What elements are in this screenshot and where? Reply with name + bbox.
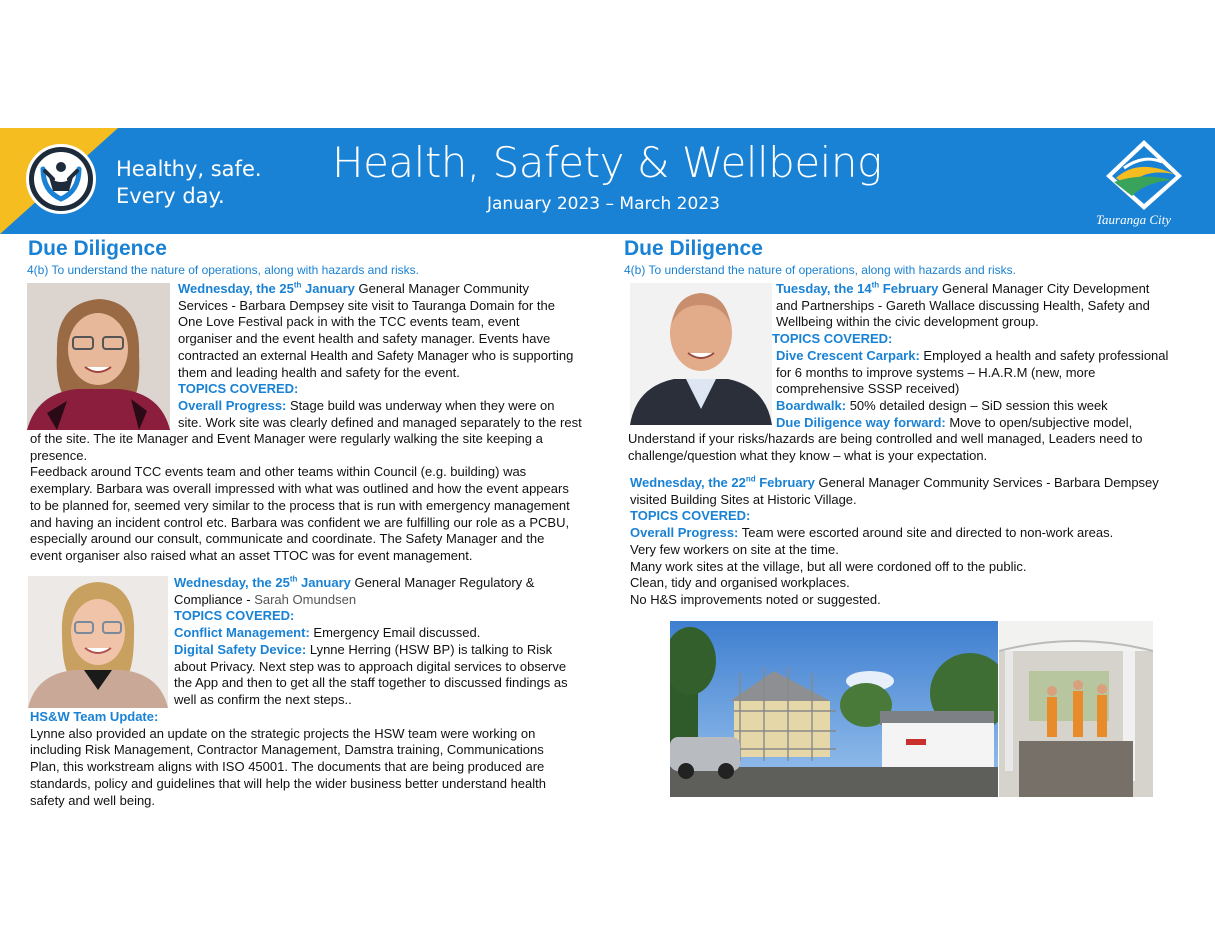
- overall-progress-label: Overall Progress:: [178, 397, 287, 413]
- text-line: contracted an external Health and Safety Manager who is supporting: [178, 347, 574, 363]
- text-line: presence.: [30, 447, 88, 463]
- left-visit-1: [178, 281, 582, 431]
- text-line: safety and well being.: [30, 792, 156, 808]
- text-line: site. Work site was clearly defined and managed separately to the rest: [178, 414, 582, 430]
- date-suffix: th: [871, 280, 880, 290]
- portrait-photo-barbara: [27, 283, 170, 430]
- text-line: visited Building Sites at Historic Village.: [630, 491, 857, 507]
- text-line: well as confirm the next steps..: [174, 691, 352, 707]
- portrait-photo-sarah: [28, 576, 168, 708]
- text-line: Understand if your risks/hazards are being controlled and well managed, Leaders need to: [628, 431, 1143, 446]
- report-period: January 2023 – March 2023: [487, 194, 720, 214]
- left-visit-2-second-line: [174, 592, 568, 609]
- left-visit-2-date: [174, 575, 351, 590]
- overall-progress-text: Team were escorted around site and directed to non-work areas.: [738, 525, 1114, 541]
- way-forward-text: Move to open/subjective model,: [945, 414, 1133, 430]
- text-line: Plan, this workstream aligns with ISO 45001. The documents that are being produced are: [30, 759, 545, 775]
- text-line: One Love Festival pack in with the TCC events team, event: [178, 314, 520, 330]
- topics-covered-label: TOPICS COVERED:: [178, 381, 299, 397]
- right-visit-2-date: [630, 475, 815, 490]
- text-line: to be planned for, seemed very similar to the process that is run with emergency management: [30, 497, 570, 513]
- text-line: especially around our consult, communicate and coordinate. The Safety Manager and the: [30, 531, 545, 547]
- text-line: organiser and the event health and safety manager. Events have: [178, 331, 551, 347]
- date-suffix: th: [293, 280, 302, 290]
- conflict-management-label: Conflict Management:: [174, 625, 310, 641]
- person-shield-logo-icon: [26, 144, 96, 214]
- boardwalk-line: [776, 398, 1168, 415]
- text-line: Wellbeing within the civic development group.: [776, 314, 1039, 330]
- tagline-line-2: Every day.: [116, 184, 225, 208]
- text-line: including Risk Management, Contractor Management, Damstra training, Communications: [30, 742, 544, 758]
- text-line: event organiser also raised what an asset TTOC was for event management.: [30, 547, 473, 563]
- overall-progress-label: Overall Progress:: [630, 525, 739, 541]
- way-forward-line: [776, 415, 1168, 432]
- way-forward-label: Due Diligence way forward:: [776, 414, 946, 430]
- date-text: Tuesday, the 14: [776, 281, 872, 296]
- person-name: Sarah Omundsen: [254, 591, 357, 607]
- left-subheading: 4(b) To understand the nature of operations, along with hazards and risks.: [27, 263, 420, 277]
- date-month: January: [301, 281, 355, 296]
- digital-safety-text: Lynne Herring (HSW BP) is talking to Risk: [306, 641, 553, 657]
- date-suffix: th: [289, 574, 298, 584]
- left-visit-1-body: [30, 431, 570, 565]
- text-line: Feedback around TCC events team and other teams within Council (e.g. building) was: [30, 464, 527, 480]
- boardwalk-text: 50% detailed design – SiD session this week: [846, 397, 1108, 413]
- portrait-photo-gareth: [630, 283, 772, 425]
- left-visit-1-first-line: [178, 281, 582, 298]
- left-visit-1-date: [178, 281, 355, 296]
- text-line: of the site. The ite Manager and Event Manager were regularly walking the site keeping a: [30, 431, 543, 446]
- intro-text: General Manager Regulatory &: [350, 575, 535, 590]
- topics-covered-label: TOPICS COVERED:: [772, 331, 893, 347]
- text-line: Lynne also provided an update on the strategic projects the HSW team were working on: [30, 725, 536, 741]
- text-line: challenge/question what they know – what is your expectation.: [628, 447, 988, 463]
- digital-safety-line: [174, 642, 568, 659]
- intro-text: General Manager City Development: [938, 281, 1150, 296]
- team-update: [30, 709, 546, 809]
- team-update-label: HS&W Team Update:: [30, 709, 159, 724]
- date-month: February: [879, 281, 939, 296]
- overall-progress-line: [630, 525, 1159, 542]
- right-subheading: 4(b) To understand the nature of operations, along with hazards and risks.: [624, 263, 1017, 277]
- text-line: them and leading health and safety for the event.: [178, 364, 460, 380]
- text-line: about Privacy. Next step was to approach digital services to observe: [174, 658, 567, 674]
- right-visit-2: [630, 475, 1159, 609]
- date-text: Wednesday, the 25: [178, 281, 294, 296]
- text-line: Services - Barbara Dempsey site visit to Tauranga Domain for the: [178, 297, 555, 313]
- intro-text: General Manager Community: [354, 281, 530, 296]
- topics-covered-label: TOPICS COVERED:: [174, 608, 295, 624]
- overall-progress-text: Stage build was underway when they were on: [286, 397, 555, 413]
- text-line: for 6 months to improve systems – H.A.R.M (new, more: [776, 364, 1096, 380]
- right-visit-1-date: [776, 281, 938, 296]
- intro-text: General Manager Community Services - Barbara Dempsey: [814, 475, 1159, 490]
- boardwalk-label: Boardwalk:: [776, 397, 847, 413]
- site-photo-historic-village: [670, 621, 998, 797]
- text-line: Many work sites at the village, but all were cordoned off to the public.: [630, 558, 1027, 574]
- intro-text: Compliance -: [174, 591, 255, 607]
- right-visit-1-first-line: [776, 281, 1168, 298]
- text-line: standards, policy and guidelines that will help the wider business better understand health: [30, 775, 546, 791]
- digital-safety-label: Digital Safety Device:: [174, 641, 307, 657]
- right-visit-1: [772, 280, 1169, 431]
- date-month: January: [297, 575, 351, 590]
- page-title: Health, Safety & Wellbeing: [332, 138, 882, 187]
- date-month: February: [755, 475, 815, 490]
- text-line: Very few workers on site at the time.: [630, 541, 839, 557]
- right-visit-2-first-line: [630, 475, 1159, 492]
- city-name: Tauranga City: [1096, 212, 1172, 227]
- tagline-line-1: Healthy, safe.: [116, 157, 262, 181]
- banner-tagline: [116, 156, 262, 210]
- text-line: the App and then to get all the staff together to discussed findings as: [174, 675, 568, 691]
- date-suffix: nd: [745, 474, 756, 484]
- text-line: and Partnerships - Gareth Wallace discussing Health, Safety and: [776, 297, 1150, 313]
- left-visit-2-first-line: [174, 575, 568, 592]
- dive-crescent-label: Dive Crescent Carpark:: [776, 347, 920, 363]
- site-photo-workers: [999, 621, 1153, 797]
- left-heading: Due Diligence: [28, 237, 167, 260]
- conflict-management-text: Emergency Email discussed.: [309, 625, 481, 641]
- date-text: Wednesday, the 25: [174, 575, 290, 590]
- text-line: comprehensive SSSP received): [776, 381, 960, 397]
- dive-crescent-line: [776, 348, 1168, 365]
- left-visit-2: [174, 575, 568, 709]
- overall-progress-line: [178, 398, 582, 415]
- header-banner: [0, 128, 1215, 234]
- text-line: No H&S improvements noted or suggested.: [630, 591, 881, 607]
- date-text: Wednesday, the 22: [630, 475, 746, 490]
- topics-covered-label: TOPICS COVERED:: [630, 508, 751, 524]
- dive-crescent-text: Employed a health and safety professional: [919, 347, 1169, 363]
- right-visit-1-body: [628, 431, 1143, 464]
- right-heading: Due Diligence: [624, 237, 763, 260]
- conflict-management-line: [174, 625, 568, 642]
- text-line: Clean, tidy and organised workplaces.: [630, 575, 850, 591]
- text-line: exemplary. Barbara was overall impressed with what was outlined and how the event appears: [30, 481, 569, 497]
- text-line: and having an incident control etc. Barbara was confident we are fulfilling our role as a PCBU,: [30, 514, 570, 530]
